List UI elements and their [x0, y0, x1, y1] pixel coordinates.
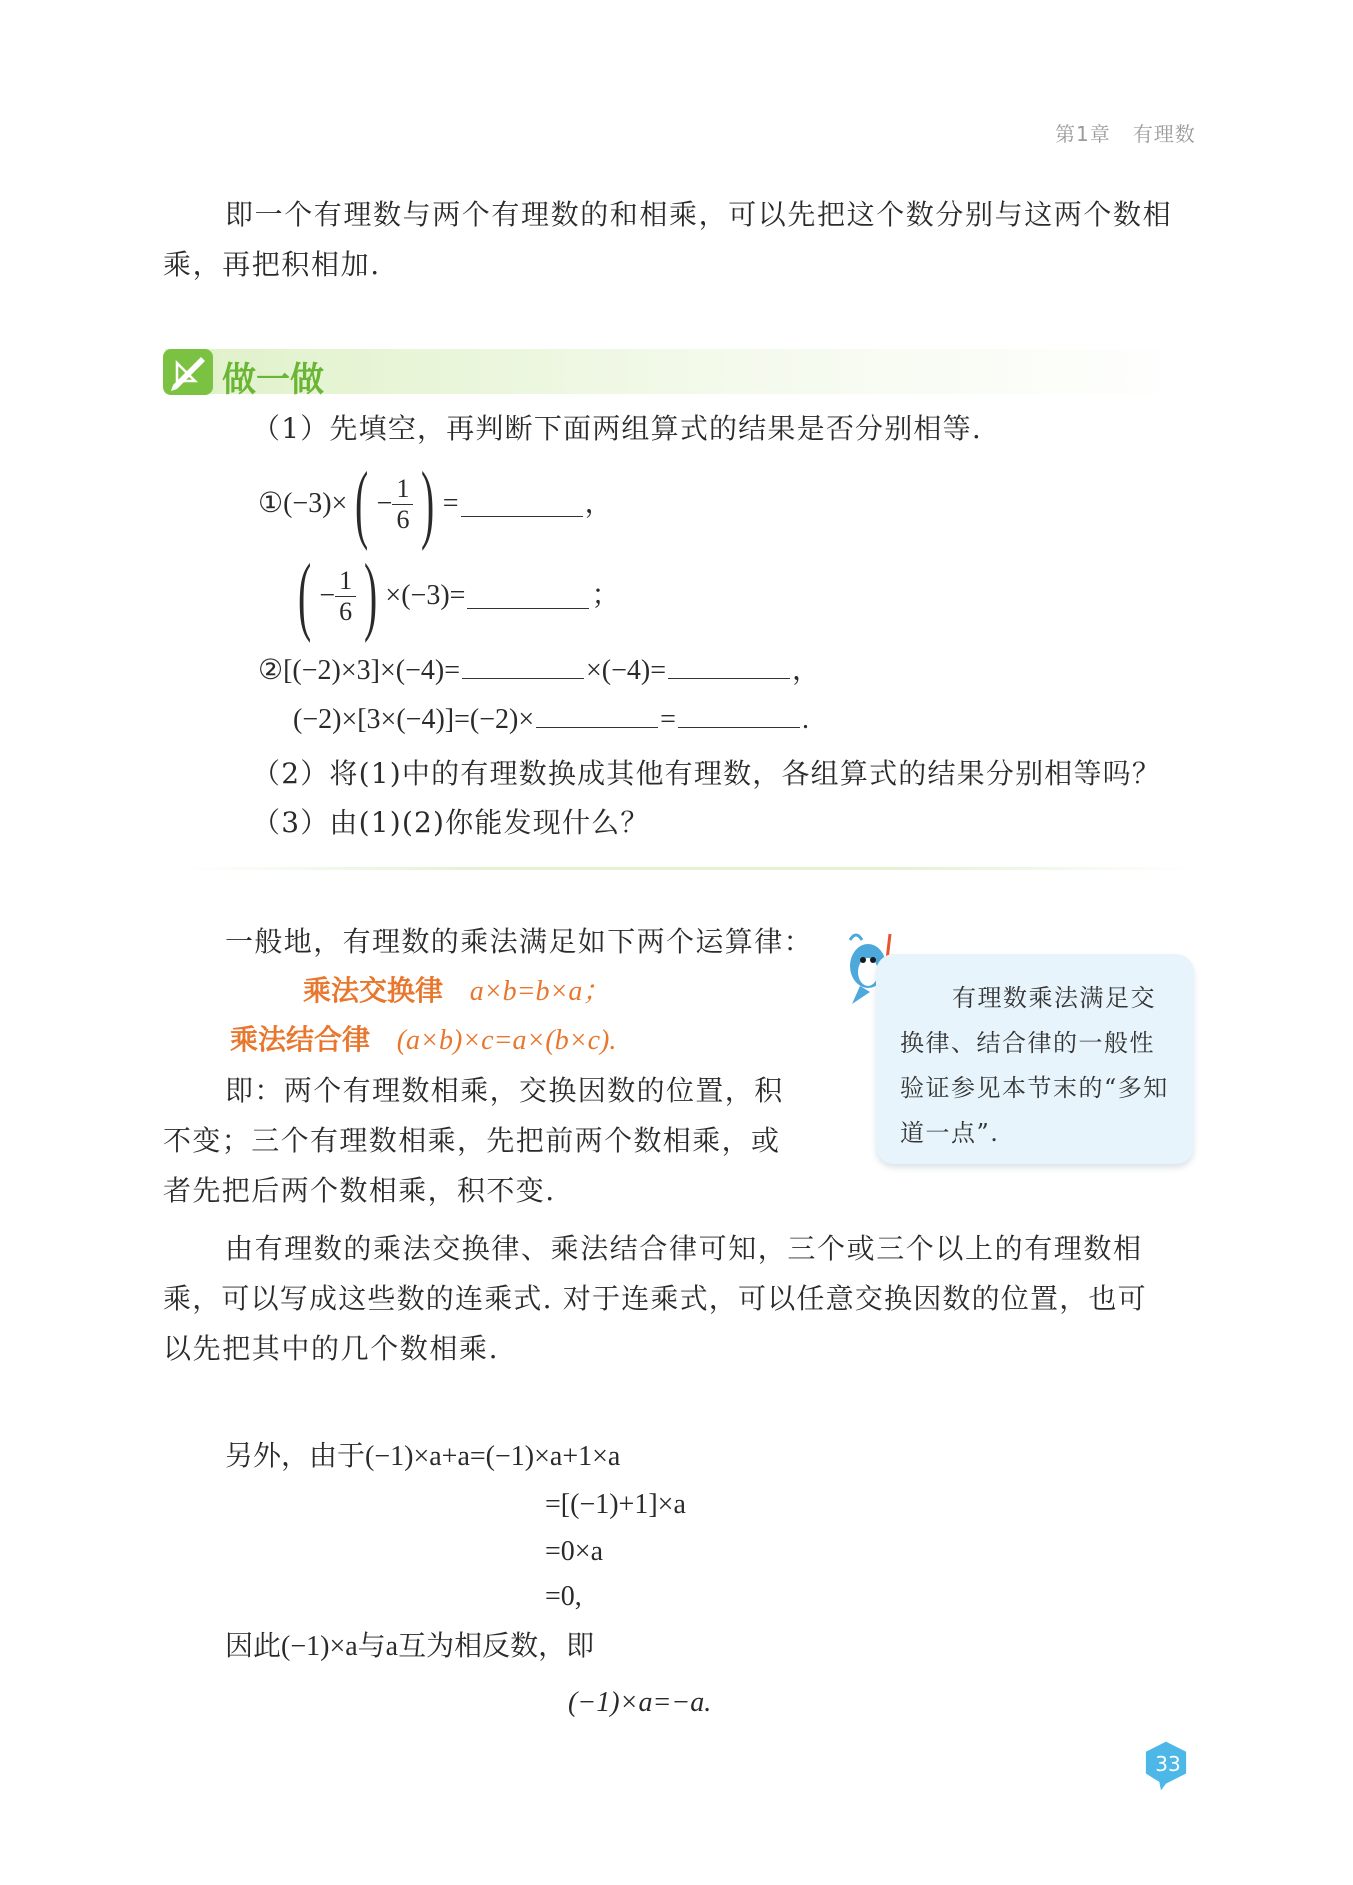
section-title: 做一做 — [222, 360, 324, 400]
answer-blank[interactable] — [536, 703, 658, 728]
item-2-mid-2: = — [660, 704, 676, 735]
left-paren: ( — [355, 455, 369, 552]
intro-line-2: 乘，再把积相加. — [163, 248, 381, 281]
fraction-numerator: 1 — [392, 474, 413, 505]
activity-item-2-line-1 — [258, 654, 820, 688]
answer-blank[interactable] — [461, 492, 583, 517]
derivation-step-4: =0, — [545, 1581, 582, 1612]
derivation-step-3: =0×a — [545, 1536, 604, 1567]
fraction — [335, 566, 356, 627]
activity-item-1b — [290, 547, 620, 644]
answer-blank[interactable] — [467, 584, 589, 609]
fraction — [392, 474, 413, 535]
chapter-number: 第1章 — [1055, 122, 1111, 146]
item-1-lhs: (−3)× — [283, 488, 348, 519]
associative-law-formula: (a×b)×c=a×(b×c). — [396, 1025, 617, 1056]
fraction-denominator: 6 — [396, 504, 410, 534]
derivation-conclusion: 因此(−1)×a与a互为相反数，即 — [225, 1631, 595, 1662]
chapter-title: 有理数 — [1132, 122, 1196, 146]
item-1-minus: − — [376, 488, 393, 519]
page-number: 33 — [1155, 1752, 1181, 1776]
left-paren: ( — [298, 547, 312, 644]
item-1b-rhs: ×(−3)= — [385, 580, 466, 611]
item-1-end: ， — [584, 488, 613, 519]
answer-blank[interactable] — [678, 703, 800, 728]
associative-law-name: 乘法结合律 — [230, 1023, 371, 1056]
continued-line-2: 乘，可以写成这些数的连乘式. 对于连乘式，可以任意交换因数的位置，也可 — [163, 1282, 1147, 1315]
derivation-step-1: 另外，由于(−1)×a+a=(−1)×a+1×a — [225, 1441, 621, 1472]
activity-question-2: （2）将(1)中的有理数换成其他有理数，各组算式的结果分别相等吗？ — [252, 757, 1162, 790]
right-paren: ) — [364, 547, 378, 644]
fraction-numerator: 1 — [335, 566, 356, 597]
section-divider — [180, 867, 1195, 870]
item-2-end-2: . — [801, 704, 809, 735]
intro-line-1: 即一个有理数与两个有理数的和相乘，可以先把这个数分别与这两个数相 — [225, 198, 1173, 231]
commutative-law-formula: a×b=b×a； — [469, 976, 611, 1007]
activity-question-1: （1）先填空，再判断下面两组算式的结果是否分别相等. — [252, 412, 982, 445]
commutative-law — [303, 974, 610, 1009]
laws-lead: 一般地，有理数的乘法满足如下两个运算律： — [225, 925, 814, 958]
continued-line-3: 以先把其中的几个数相乘. — [163, 1332, 500, 1365]
item-2-expr-2: (−2)×[3×(−4)]=(−2)× — [293, 704, 535, 735]
item-2-end-1: ， — [792, 655, 821, 686]
commutative-law-name: 乘法交换律 — [303, 974, 444, 1007]
continued-line-1: 由有理数的乘法交换律、乘法结合律可知，三个或三个以上的有理数相 — [225, 1232, 1143, 1265]
fraction-denominator: 6 — [339, 596, 353, 626]
item-2-marker: ② — [258, 655, 284, 686]
item-2-mid-1: ×(−4)= — [586, 655, 667, 686]
answer-blank[interactable] — [668, 654, 790, 679]
answer-blank[interactable] — [462, 654, 584, 679]
laws-explain-2: 不变；三个有理数相乘，先把前两个数相乘，或 — [163, 1124, 781, 1157]
running-header — [1055, 118, 1196, 147]
pencil-ruler-icon — [163, 349, 213, 395]
activity-item-1 — [258, 455, 613, 552]
activity-item-2-line-2 — [293, 703, 809, 737]
laws-explain-1: 即：两个有理数相乘，交换因数的位置，积 — [225, 1074, 784, 1107]
item-2-expr-1: [(−2)×3]×(−4)= — [283, 655, 461, 686]
item-1-equals: = — [442, 488, 459, 519]
derivation-result: (−1)×a=−a. — [568, 1687, 712, 1718]
laws-explain-3: 者先把后两个数相乘，积不变. — [163, 1174, 556, 1207]
note-text: 有理数乘法满足交换律、结合律的一般性验证参见本节末的“多知道一点”. — [900, 984, 1169, 1147]
item-1-marker: ① — [258, 488, 284, 519]
item-1b-minus: − — [319, 580, 336, 611]
derivation-step-2: =[(−1)+1]×a — [545, 1489, 686, 1520]
right-paren: ) — [421, 455, 435, 552]
item-1b-end: ； — [591, 580, 620, 611]
activity-question-3: （3）由(1)(2)你能发现什么？ — [252, 806, 650, 839]
associative-law — [230, 1023, 616, 1058]
